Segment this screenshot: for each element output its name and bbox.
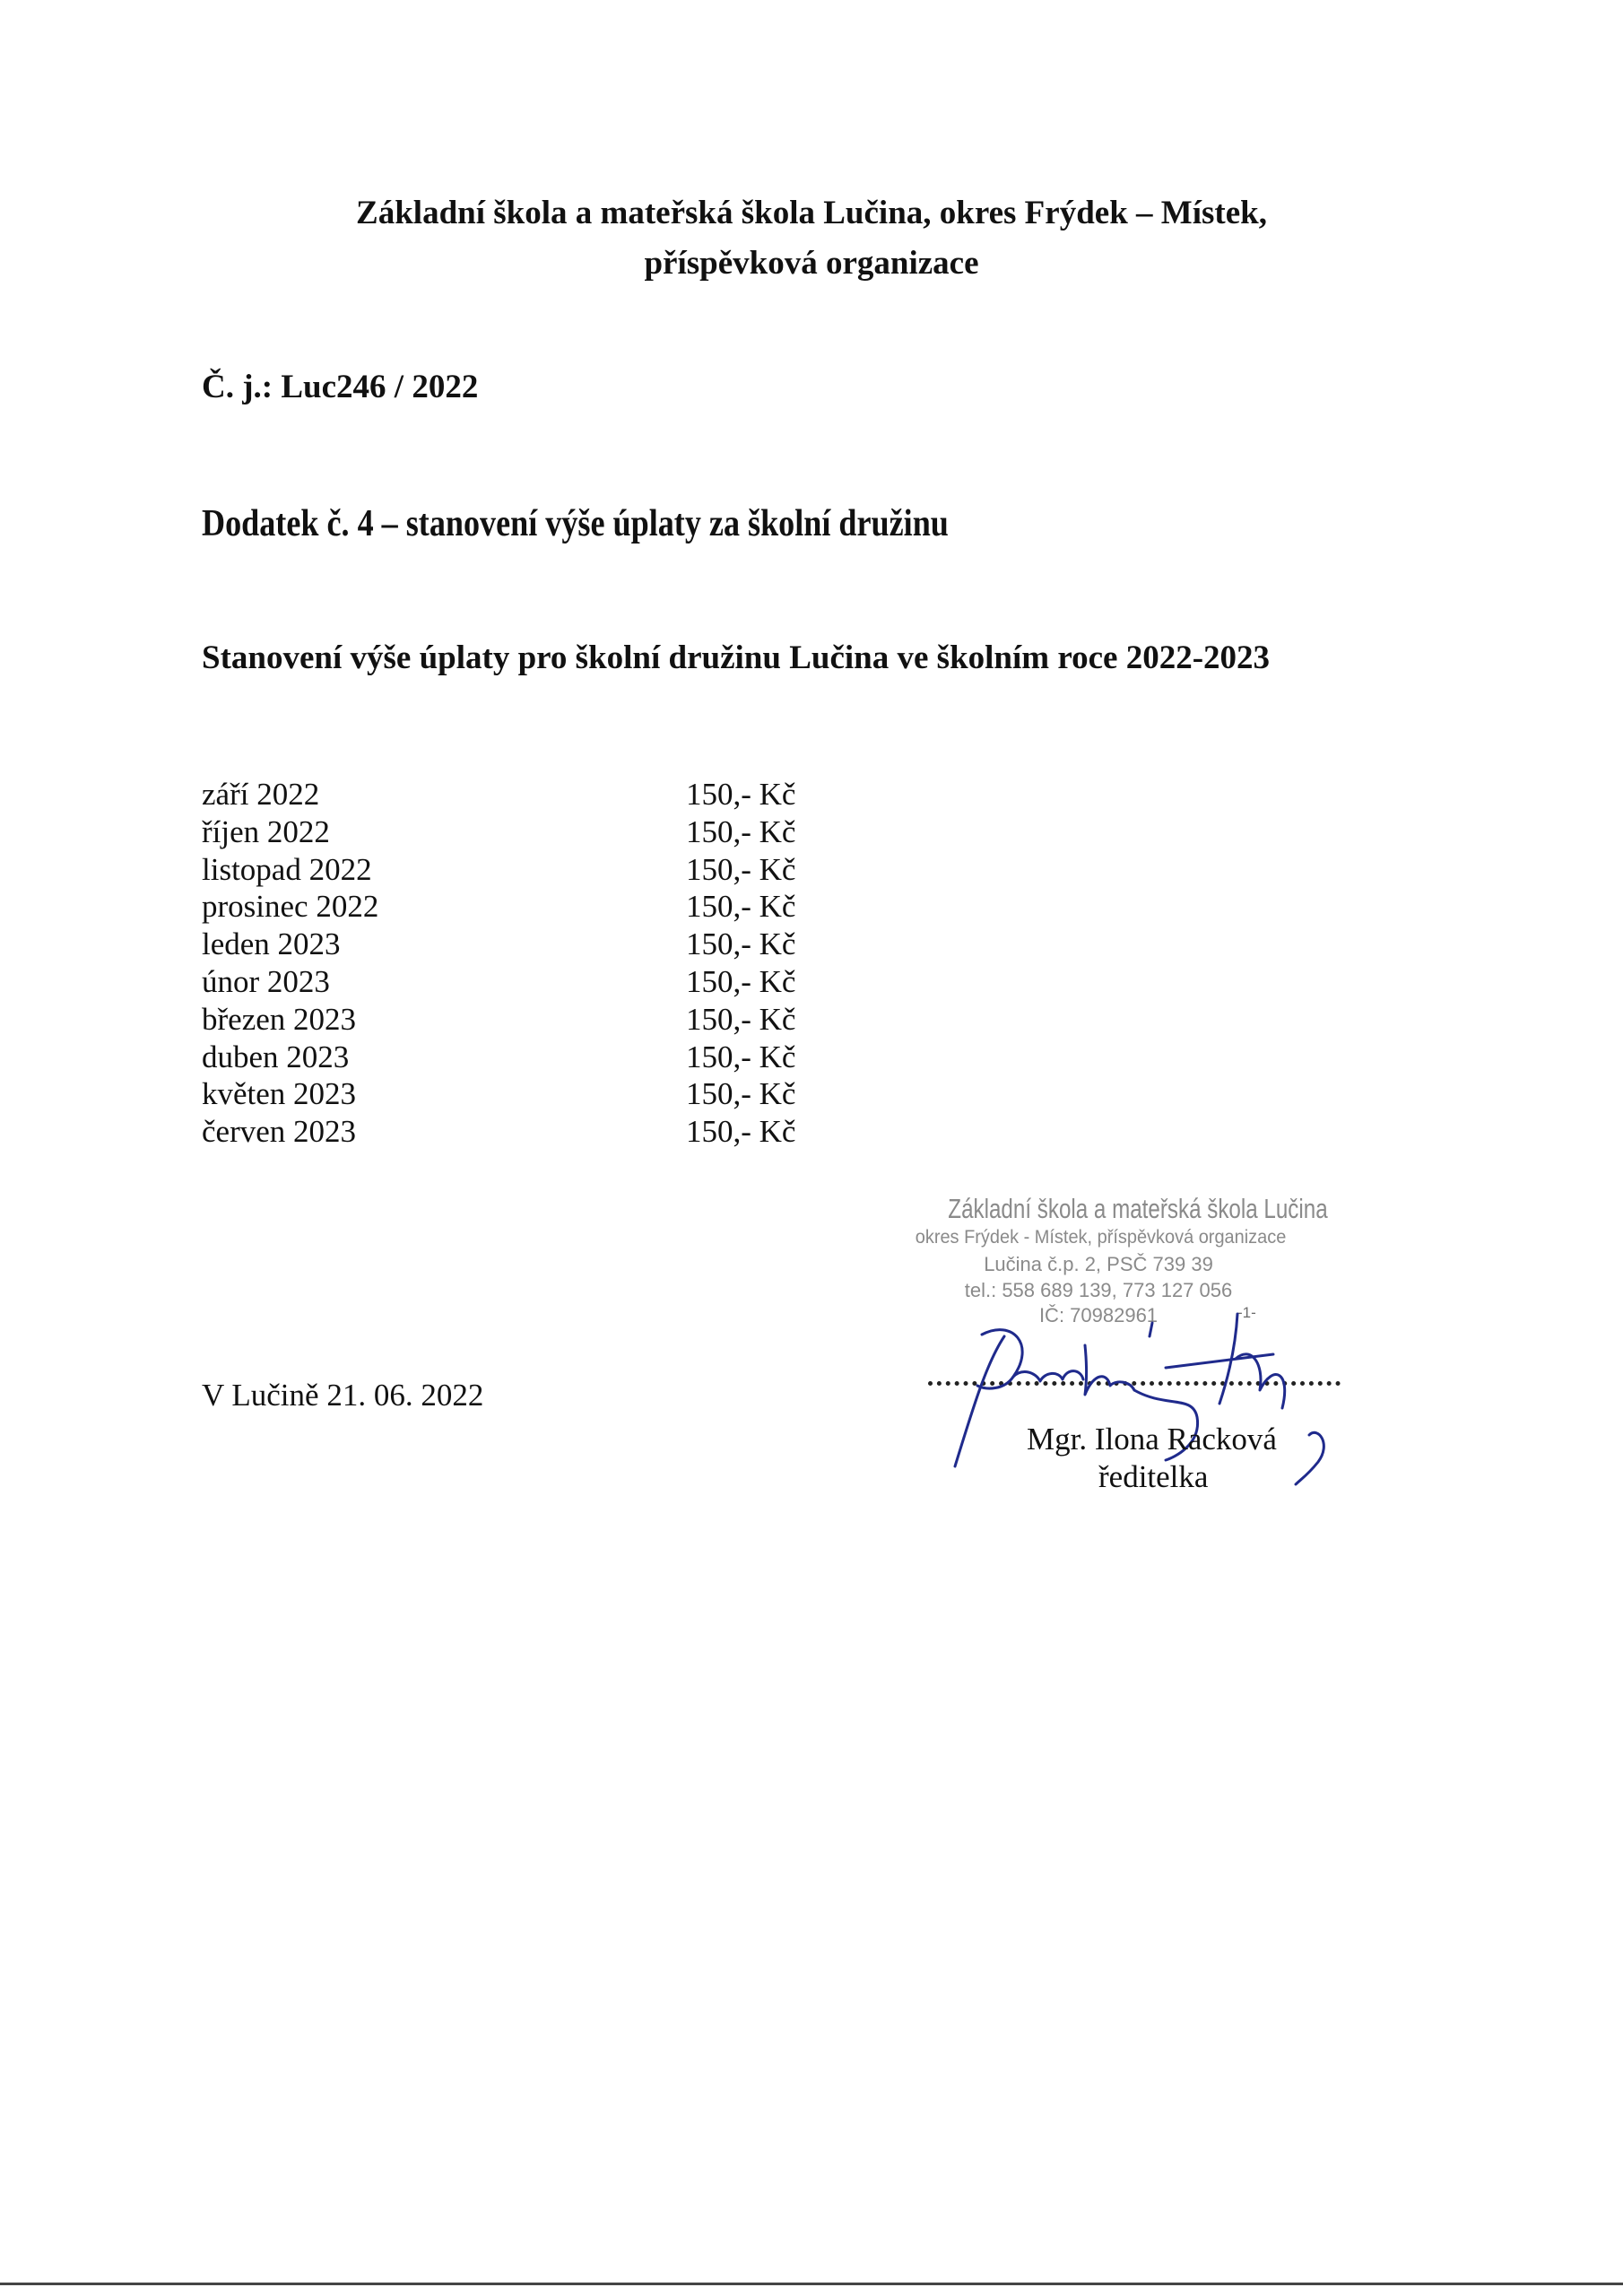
document-title: Dodatek č. 4 – stanovení výše úplaty za školní družinu — [202, 503, 949, 544]
fee-row — [202, 814, 829, 852]
document-subtitle: Stanovení výše úplaty pro školní družinu Lučina ve školním roce 2022-2023 — [202, 639, 1271, 676]
fee-month: září 2022 — [202, 777, 320, 812]
fee-row — [202, 852, 829, 890]
stamp-school-name: Základní škola a mateřská škola Lučina — [948, 1193, 1328, 1224]
fee-row — [202, 777, 829, 814]
fee-row — [202, 1076, 829, 1114]
signatory-role: ředitelka — [1098, 1459, 1209, 1494]
school-header — [0, 188, 1623, 289]
fee-amount: 150,- Kč — [686, 851, 796, 887]
fee-table — [202, 777, 829, 1152]
fee-month: únor 2023 — [202, 963, 330, 999]
school-stamp — [906, 1193, 1328, 1326]
fee-row — [202, 1039, 829, 1077]
fee-row — [202, 1114, 829, 1152]
fee-amount: 150,- Kč — [686, 777, 796, 812]
fee-amount: 150,- Kč — [686, 1001, 796, 1037]
stamp-address: Lučina č.p. 2, PSČ 739 39 — [984, 1253, 1213, 1275]
fee-row — [202, 926, 829, 964]
fee-amount: 150,- Kč — [686, 1039, 796, 1074]
stamp-company-id: IČ: 70982961 — [1038, 1304, 1159, 1326]
fee-amount: 150,- Kč — [686, 1076, 796, 1112]
fee-amount: 150,- Kč — [686, 889, 796, 925]
school-type-line: příspěvková organizace — [644, 245, 979, 282]
scan-bottom-edge — [0, 2283, 1623, 2285]
fee-month: duben 2023 — [202, 1039, 350, 1074]
fee-row — [202, 889, 829, 926]
fee-month: prosinec 2022 — [202, 889, 379, 925]
fee-row — [202, 1002, 829, 1039]
stamp-district: okres Frýdek - Místek, příspěvková organizace — [915, 1227, 1287, 1248]
school-name-line: Základní škola a mateřská škola Lučina, okres Frýdek – Místek, — [356, 195, 1267, 231]
fee-month: květen 2023 — [202, 1076, 357, 1112]
fee-amount: 150,- Kč — [686, 963, 796, 999]
fee-month: březen 2023 — [202, 1001, 357, 1037]
stamp-phone: tel.: 558 689 139, 773 127 056 — [964, 1279, 1233, 1301]
place-and-date: V Lučině 21. 06. 2022 — [202, 1378, 484, 1413]
fee-amount: 150,- Kč — [686, 1114, 796, 1150]
fee-amount: 150,- Kč — [686, 926, 796, 962]
signatory-name: Mgr. Ilona Racková — [1027, 1422, 1277, 1457]
stamp-page-mark: -1- — [1237, 1304, 1256, 1321]
fee-month: listopad 2022 — [202, 851, 372, 887]
reference-number: Č. j.: Luc246 / 2022 — [202, 369, 479, 405]
fee-month: červen 2023 — [202, 1114, 357, 1150]
fee-row — [202, 964, 829, 1002]
fee-month: leden 2023 — [202, 926, 341, 962]
fee-month: říjen 2022 — [202, 813, 330, 849]
fee-amount: 150,- Kč — [686, 813, 796, 849]
